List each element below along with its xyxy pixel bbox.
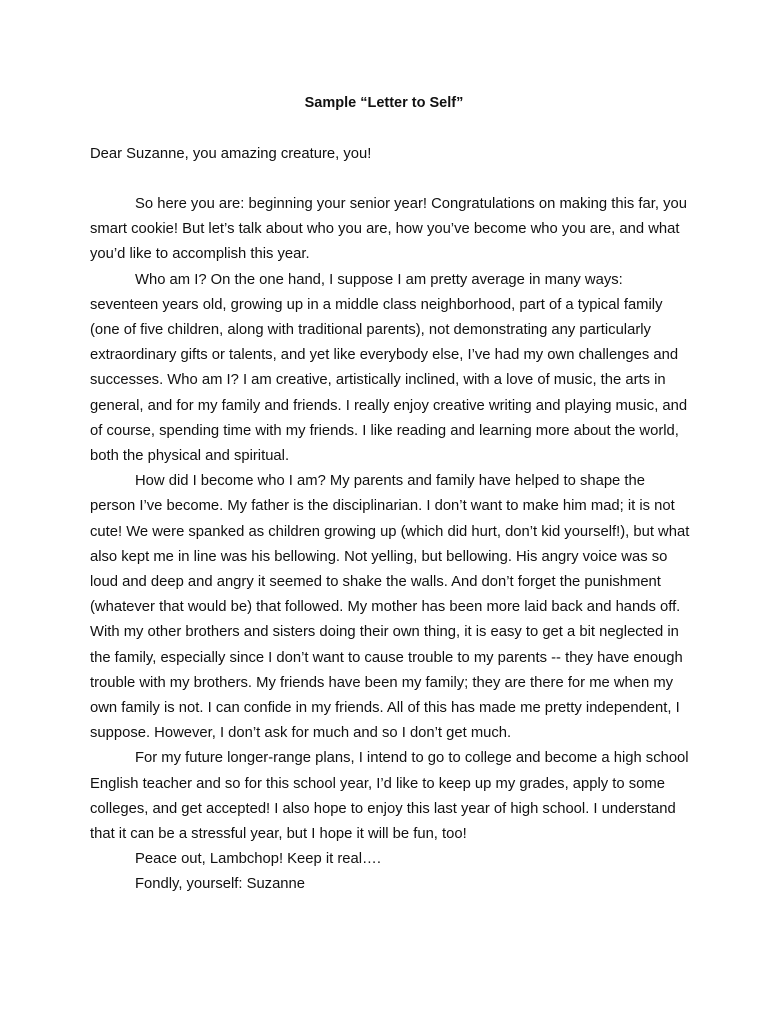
- paragraph-how-did-i-become: How did I become who I am? My parents and family have helped to shape the person I’ve become. My father is the disciplinarian. I don’t want to make him mad; it is not cute! We were spanked as children growing up (which did hurt, don’t kid yourself!), but what also kept me in line was his bellowing. Not yelling, but bellowing. His angry voice was so loud and deep and angry it seemed to shake the walls. And don’t forget the punishment (whatever that would be) that followed. My mother has been more laid back and hands off. With my other brothers and sisters doing their own thing, it is easy to get a bit neglected in the family, especially since I don’t want to cause trouble to my parents -- they have enough trouble with my brothers. My friends have been my family; they are there for me when my own family is not. I can confide in my friends. All of this has made me pretty independent, I suppose. However, I don’t ask for much and so I don’t get much.: [90, 473, 690, 742]
- paragraph-future-plans: For my future longer-range plans, I intend to go to college and become a high school English teacher and so for this school year, I’d like to keep up my grades, apply to some colleges, and get accepted! I also hope to enjoy this last year of high school. I understand that it can be a stressful year, but I hope it will be fun, too!: [90, 750, 689, 843]
- paragraph-who-am-i: Who am I? On the one hand, I suppose I am pretty average in many ways: seventeen years old, growing up in a middle class neighborhood, part of a typical family (one of five children, along with traditional parents), not demonstrating any particularly extraordinary gifts or talents, and yet like everybody else, I’ve had my own challenges and successes. Who am I? I am creative, artistically inclined, with a love of music, the arts in general, and for my family and friends. I really enjoy creative writing and playing music, and of course, spending time with my friends. I like reading and learning more about the world, both the physical and spiritual.: [90, 271, 688, 465]
- signature: Fondly, yourself: Suzanne: [135, 876, 305, 893]
- paragraph-intro: So here you are: beginning your senior year! Congratulations on making this far, you smart cookie! But let’s talk about who you are, how you’ve become who you are, and what you’d like to accomplish this year.: [90, 196, 687, 263]
- closing-line: Peace out, Lambchop! Keep it real….: [135, 851, 381, 868]
- salutation: Dear Suzanne, you amazing creature, you!: [90, 146, 372, 162]
- document-title: Sample “Letter to Self”: [304, 95, 464, 111]
- letter-body: [90, 192, 690, 898]
